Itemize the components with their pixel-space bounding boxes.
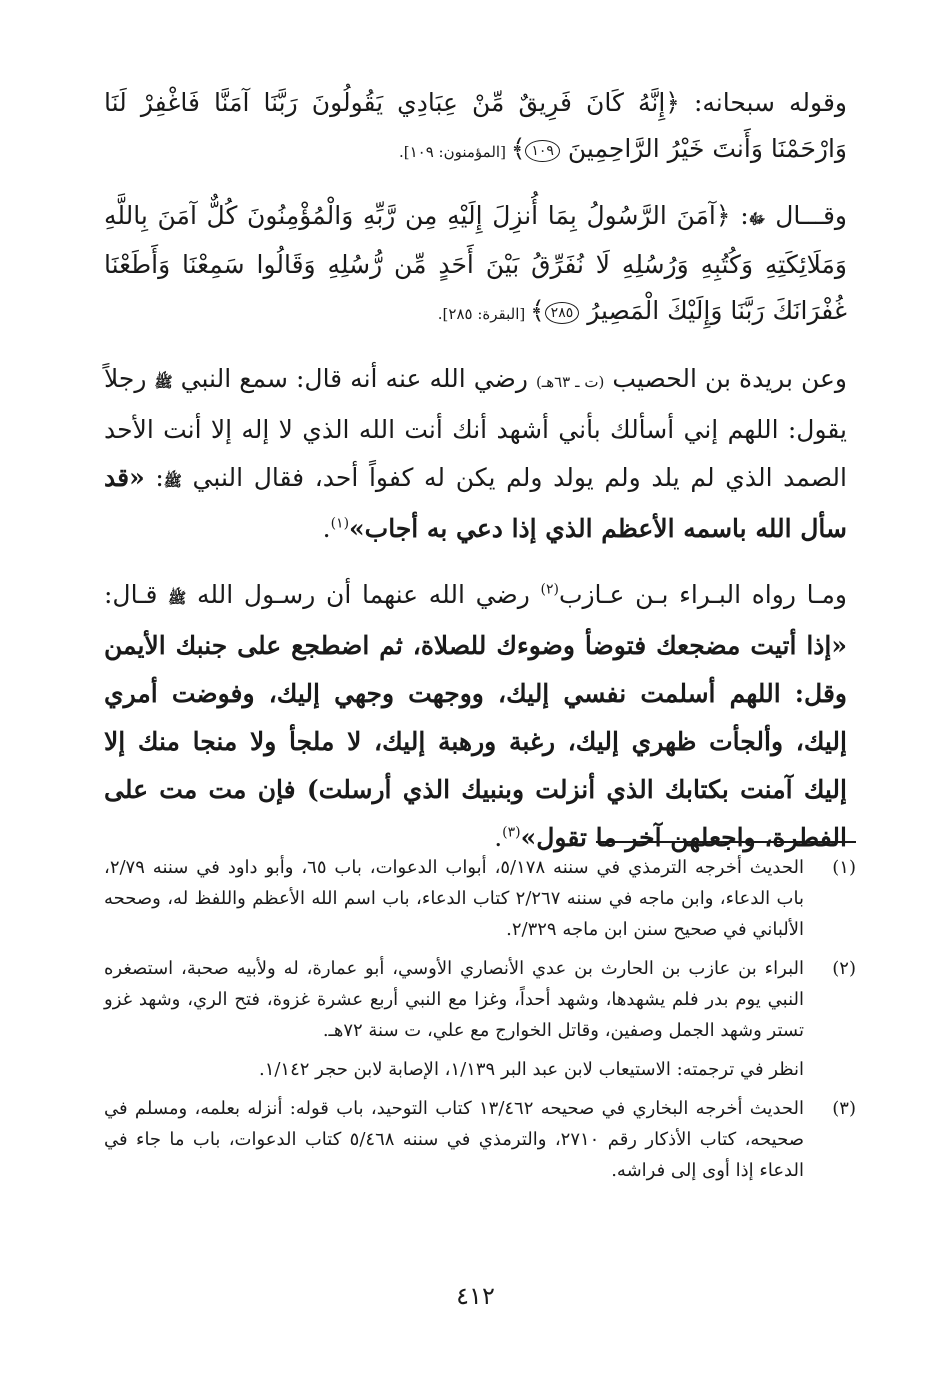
footnote-text: البراء بن عازب بن الحارث بن عدي الأنصاري الأوسي، أبو عمارة، له ولأبيه صحبة، استصغره النبي يوم بدر فلم يشهدها، وشهد أحداً، وغزا مع النبي أربع عشرة غزوة، فتح الري، وشهد غزو تستر وشهد الجمل وصفين، وقاتل الخوارج مع علي، ت سنة ٧٢هـ. [104, 958, 804, 1041]
intro-text: وقـــال [765, 201, 847, 230]
hadith-quote: «قد سأل الله باسمه الأعظم الذي إذا دعي به أجاب» [104, 463, 847, 543]
text-run: . [322, 514, 331, 543]
ayah-number-marker: ١٠٩ [525, 140, 560, 162]
footnote-continuation [104, 1054, 856, 1085]
footnote-divider [596, 841, 856, 843]
footnote-ref[interactable]: (٣) [502, 824, 521, 841]
footnote-item [104, 852, 856, 945]
verse-reference: [البقرة: ٢٨٥]. [437, 305, 531, 323]
paragraph-verse-baqara [104, 193, 847, 337]
footnote-item [104, 1093, 856, 1186]
salawat-glyph: ﷺ [163, 472, 182, 490]
hadith-quote: «إذا أتيت مضجعك فتوضأ وضوءك للصلاة، ثم اضطجع على جنبك الأيمن وقل: اللهم أسلمت نفسي إليك، ووجهت وجهي إليك، وفوضت أمري إليك، وألجأت ظهري إليك، رغبة ورهبة إليك، لا ملجأ ولا منجا منك إلا إليك آمنت بكتابك الذي أنزلت وبنبيك الذي أرسلت) فإن مت مت على الفطرة، واجعلهن آخر ما تقول» [104, 631, 847, 852]
intro-text: وقوله سبحانه: [679, 88, 847, 117]
page-number: ٤١٢ [456, 1282, 495, 1310]
text-run: رجلاً يقول: اللهم إني أسألك بأني أشهد أنك أنت الله الذي لا إله إلا أنت الأحد الصمد الذي لم يلد ولم يولد ولم يكن له كفواً أحد، فقال النبي [104, 364, 847, 492]
text-run: رضي الله عنهما أن رسـول الله [186, 580, 541, 609]
footnote-item [104, 953, 856, 1046]
footnote-number: (٣) [832, 1098, 856, 1119]
ayah-number-marker: ٢٨٥ [545, 302, 580, 324]
paragraph-hadith-burayda [104, 355, 847, 553]
footnote-ref[interactable]: (٢) [540, 581, 559, 598]
verse-close: ﴾ [510, 134, 526, 163]
death-date: (ت ـ ٦٣هـ) [535, 373, 605, 391]
footnote-text: انظر في ترجمته: الاستيعاب لابن عبد البر ١/١٣٩، الإصابة لابن حجر ١/١٤٢. [258, 1059, 804, 1080]
text-run: ومـا رواه البـراء بـن عـازب [558, 580, 847, 609]
colon: : [730, 201, 749, 230]
footnote-text: الحديث أخرجه البخاري في صحيحه ١٣/٤٦٢ كتاب التوحيد، باب قوله: أنزله بعلمه، ومسلم في صحيحه، كتاب الأذكار رقم ٢٧١٠، والترمذي في سننه ٥/٤٦٨ كتاب الدعوات، باب ما جاء في الدعاء إذا أوى إلى فراشه. [104, 1098, 805, 1181]
paragraph-hadith-bara [104, 571, 847, 862]
footnotes [104, 852, 856, 1194]
verse-close: ﴾ [530, 296, 545, 325]
text-run: رضي الله عنه أنه قال: سمع النبي [172, 364, 536, 393]
text-run: قـال: [104, 580, 169, 609]
verse-reference: [المؤمنون: ١٠٩]. [398, 143, 511, 161]
salawat-glyph: ﷺ [168, 589, 187, 607]
main-text [104, 80, 847, 862]
quran-verse: ﴿إِنَّهُ كَانَ فَرِيقٌ مِّنْ عِبَادِي يَقُولُونَ رَبَّنَا آمَنَّا فَاغْفِرْ لَنَا وَارْحَمْنَا وَأَنتَ خَيْرُ الرَّاحِمِينَ [104, 88, 847, 163]
footnote-number: (٢) [832, 958, 856, 979]
paragraph-verse-muminun [104, 80, 847, 175]
footnote-ref[interactable]: (١) [330, 515, 350, 532]
footnote-number: (١) [832, 857, 856, 878]
text-run: : [144, 463, 164, 492]
quran-verse: ﴿آمَنَ الرَّسُولُ بِمَا أُنزِلَ إِلَيْهِ مِن رَّبِّهِ وَالْمُؤْمِنُونَ كُلٌّ آمَنَ بِاللَّهِ وَمَلَائِكَتِهِ وَكُتُبِهِ وَرُسُلِهِ لَا نُفَرِّقُ بَيْنَ أَحَدٍ مِّن رُّسُلِهِ وَقَالُوا سَمِعْنَا وَأَطَعْنَا غُفْرَانَكَ رَبَّنَا وَإِلَيْكَ الْمَصِيرُ [104, 201, 847, 325]
text-run: . [494, 823, 503, 852]
footnote-text: الحديث أخرجه الترمذي في سننه ٥/١٧٨، أبواب الدعوات، باب ٦٥، وأبو داود في سننه ٢/٧٩، باب الدعاء، وابن ماجه في سننه ٢/٢٦٧ كتاب الدعاء، باب اسم الله الأعظم واللفظ له، وصححه الألباني في صحيح سنن ابن ماجه ٢/٣٢٩. [104, 857, 804, 940]
salawat-glyph: ﷺ [154, 373, 173, 391]
honorific-glyph: ﷻ [748, 210, 766, 228]
text-run: وعن بريدة بن الحصيب [604, 364, 847, 393]
